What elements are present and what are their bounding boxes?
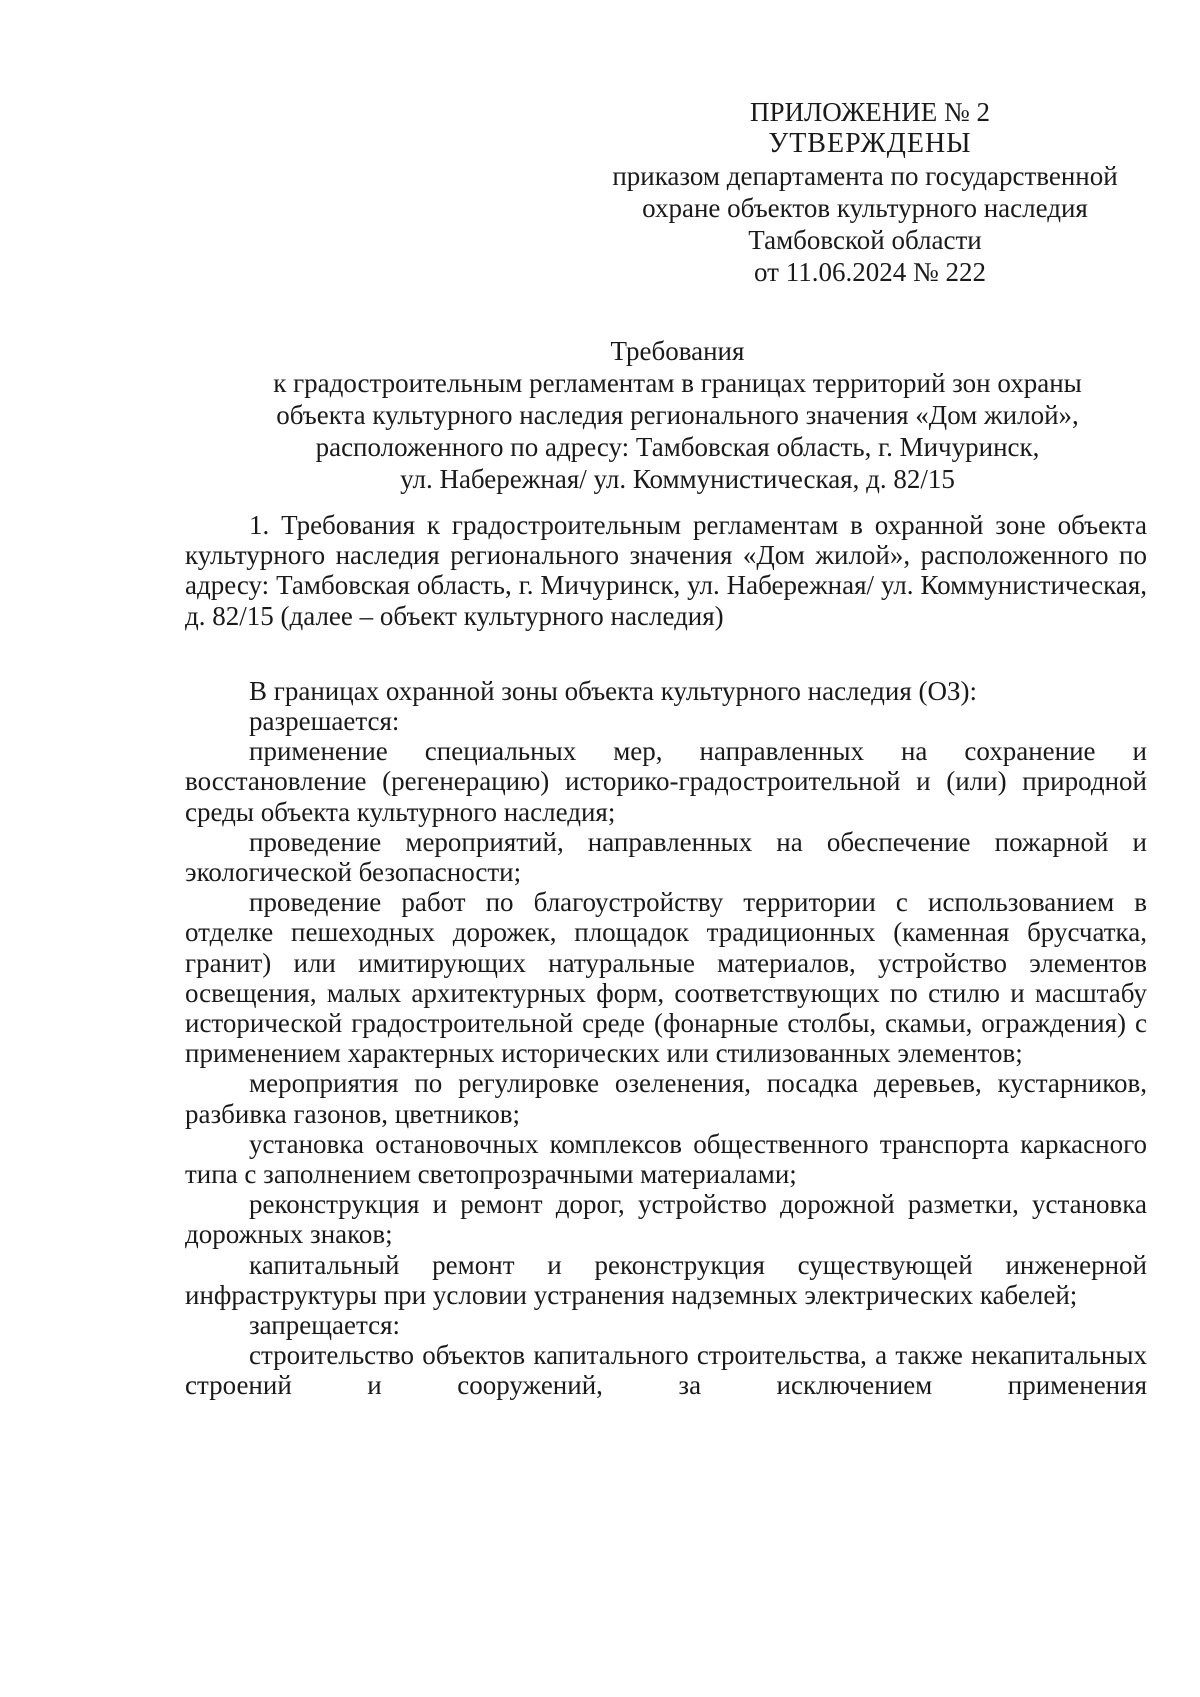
title-line: ул. Набережная/ ул. Коммунистическая, д. 82/15 xyxy=(400,464,955,494)
title-line: расположенного по адресу: Тамбовская область, г. Мичуринск, xyxy=(315,432,1040,462)
allowed-label: разрешается: xyxy=(249,706,400,737)
allowed-item: реконструкция и ремонт дорог, устройство дорожной разметки, установка дорожных знаков; xyxy=(185,1189,1147,1250)
order-line: Тамбовской области xyxy=(748,225,982,255)
title-line: объекта культурного наследия регионального значения «Дом жилой», xyxy=(276,400,1079,430)
appendix-number: ПРИЛОЖЕНИЕ № 2 xyxy=(749,97,991,127)
zone-intro: В границах охранной зоны объекта культурного наследия (ОЗ): xyxy=(249,675,978,706)
document-body xyxy=(185,510,1147,1401)
allowed-item: мероприятия по регулировке озеленения, посадка деревьев, кустарников, разбивка газонов, цветников; xyxy=(185,1068,1147,1129)
title-line: к градостроительным регламентам в границах территорий зон охраны xyxy=(273,368,1082,398)
approved-label: УТВЕРЖДЕНЫ xyxy=(768,128,972,159)
order-date-number: от 11.06.2024 № 222 xyxy=(754,257,986,287)
order-line: приказом департамента по государственной xyxy=(612,161,1118,191)
allowed-item: проведение мероприятий, направленных на обеспечение пожарной и экологической безопасности; xyxy=(185,826,1147,888)
allowed-item: установка остановочных комплексов общественного транспорта каркасного типа с заполнением светопрозрачными материалами; xyxy=(185,1128,1147,1190)
forbidden-item: строительство объектов капитального строительства, а также некапитальных строений и сооружений, за исключением применения xyxy=(185,1340,1147,1401)
title-heading: Требования xyxy=(610,336,745,366)
allowed-item: применение специальных мер, направленных на сохранение и восстановление (регенерацию) историко-градостроительной и (или) природной среды объекта культурного наследия; xyxy=(185,736,1147,827)
allowed-item: проведение работ по благоустройству территории с использованием в отделке пешеходных дорожек, площадок традиционных (каменная брусчатка, гранит) или имитирующих натуральные материалов, устройство элементов освещения, малых архитектурных форм, соответствующих по стилю и масштабу исторической градостроительной среде (фонарные столбы, скамьи, ограждения) с применением характерных исторических или стилизованных элементов; xyxy=(185,887,1147,1069)
allowed-item: капитальный ремонт и реконструкция существующей инженерной инфраструктуры при условии устранения надземных электрических кабелей; xyxy=(185,1249,1147,1310)
approval-header xyxy=(560,96,1160,288)
document-title xyxy=(185,335,1170,495)
section-1-paragraph: 1. Требования к градостроительным регламентам в охранной зоне объекта культурного наследия регионального значения «Дом жилой», расположенного по адресу: Тамбовская область, г. Мичуринск, ул. Набережная/ ул. Коммунистическая, д. 82/15 (далее – объект культурного наследия) xyxy=(185,510,1147,631)
forbidden-label: запрещается: xyxy=(249,1310,401,1341)
order-line: охране объектов культурного наследия xyxy=(642,193,1088,223)
